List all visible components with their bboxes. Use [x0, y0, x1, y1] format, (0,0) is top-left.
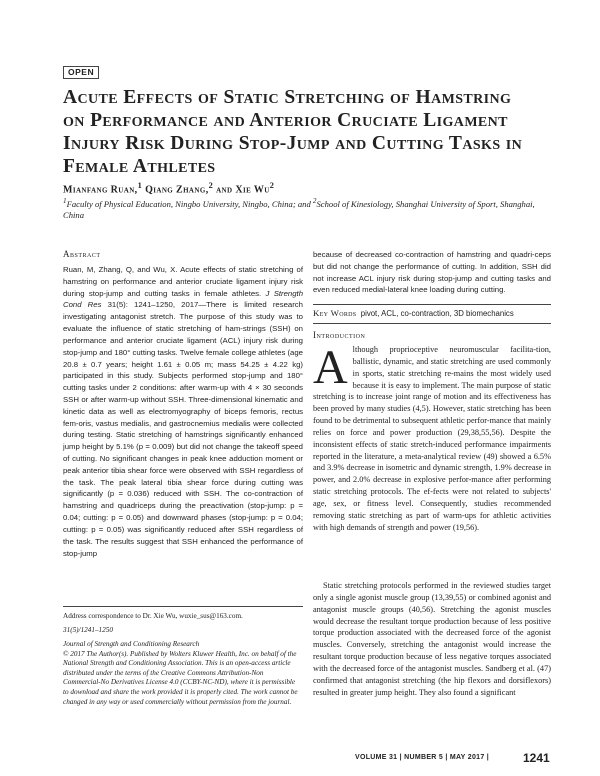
page-footer: VOLUME 31 | NUMBER 5 | MAY 2017 |	[355, 754, 490, 761]
author-name: Qiang Zhang,	[145, 184, 209, 196]
article-title: Acute Effects of Static Stretching of Hamstring on Performance and Anterior Cruciate Ligament Injury Risk During Stop-Jump and Cutting Tasks in Female Athletes	[63, 87, 523, 177]
abstract-content: 31(5): 1241–1250, 2017—There is limited research investigating antagonist stretch. The purpose of this study was to evaluate the influence of static stretching of ham-strings (SSH) on performance and anterior cruciate ligament (ACL) injury risk during stop-jump and 180° cutting tasks. Twelve female college athletes (age 20.8 ± 0.7 years; height 1.61 ± 0.05 m; mass 54.25 ± 4.22 kg) participated in this study. Subjects performed stop-jump and 180° cutting tasks under 2 conditions: after warm-up with 4 × 30 seconds SSH or after warm-up without SSH. Three-dimensional kinematic and kinetic data as well as electromyography of biceps femoris, rectus fem-oris, vastus medialis, and gastrocnemius medialis were collected during testing. Static stretching of hamstrings significantly enhanced jump height by 5.1% (p = 0.009) but did not change the takeoff speed of cutting. No significant changes in peak knee adduction moment or peak anterior tibia shear force were observed with SSH regardless of the task. The peak lateral tibia shear force during cutting was significantly (p = 0.036) reduced with SSH. The co-contraction of hamstring and quadriceps during the preactivation (stop-jump: p = 0.04; cutting: p = 0.05) and downward phases (stop-jump: p = 0.04; cutting: p = 0.05) was significantly reduced after SSH regardless of the task. The results suggest that SSH enhanced the performance of stop-jump	[63, 300, 303, 558]
affiliations	[63, 196, 548, 222]
correspondence-note: Address correspondence to Dr. Xie Wu, wuxie_sus@163.com.	[63, 612, 243, 620]
citation-info: 31(5)/1241–1250	[63, 626, 113, 634]
affiliation-marker: 2	[269, 181, 275, 190]
affiliation-marker: 1	[63, 197, 67, 205]
affiliation-text: School of Kinesiology, Shanghai University of Sport, Shanghai, China	[63, 198, 535, 221]
affiliation-marker: 2	[208, 181, 214, 190]
author-conjunction: and	[216, 184, 233, 196]
author-name: Mianfang Ruan,	[63, 184, 138, 196]
author-name: Xie Wu	[235, 184, 270, 196]
journal-reference: J Strength Cond Res	[63, 288, 303, 310]
open-access-badge: OPEN	[63, 66, 99, 79]
affiliation-text: Faculty of Physical Education, Ningbo University, Ningbo, China; and	[66, 198, 313, 209]
keywords-label: Key Words	[313, 308, 357, 318]
license-text: © 2017 The Author(s). Published by Wolters Kluwer Health, Inc. on behalf of the National Strength and Conditioning Association. This is an open-access article distributed under the terms of the Creative Commons Attribution-Non Commercial-No Derivatives License 4.0 (CCBY-NC-ND), where it is permissible to download and share the work provided it is properly cited. The work cannot be changed in any way or used commercially without permission from the journal.	[63, 649, 298, 706]
abstract-continuation: because of decreased co-contraction of hamstring and quadri-ceps but did not change the performance of cutting. In addition, SSH did not increase ACL injury risk during stop-jump and cutting tasks and even reduced medial-lateral knee loading during cutting.	[313, 250, 551, 295]
journal-name: Journal of Strength and Conditioning Research	[63, 640, 200, 648]
introduction-paragraph: Static stretching protocols performed in the reviewed studies target only a single agonist muscle group (13,39,55) or combined agonist and antagonist muscle groups (40,56). Stretching the agonist muscles would decrease the resultant torque production because of less positive torque production associated with the decreased force of the agonist muscles. Conversely, stretching the antagonist would increase the resultant torque production because of less negative torques associated with the decreased force of the antagonist muscles. Sandberg et al. (47) confirmed that antagonist stretching (the hip flexors and dorsiflexors) resulted in greater jump height. They also found a significant	[313, 581, 551, 697]
paragraph-text: lthough proprioceptive neuromuscular facilita-tion, ballistic, dynamic, and static stretching are used commonly in sports, static stretching re-mains the most widely used because it is easy to implement. The main purpose of static stretching is to increase joint range of motion and its effectiveness has been proved by many studies (4,5). However, static stretching has been found to be detrimental to subsequent athletic perfor-mance that mainly relies on force and power production (29,38,55,56). Despite the inconsistent effects of static stretch-induced performance impairments reported in the literature, a meta-analytical review (49) showed a 6.5% and 3.9% decrease in isometric and dynamic strength, 1.9% decrease in power, and 2.0% decrease in explosive perfor-mance after performing static stretching protocols. The ef-fects were not related to subjects' age, sex, or fitness level. Consequently, studies recommended removing static stretching as part of warm-ups for athletic activities with high demands of strength and power (19,56).	[313, 345, 551, 532]
abstract-text	[63, 264, 303, 559]
keywords	[313, 308, 551, 318]
abstract-citation: Ruan, M, Zhang, Q, and Wu, X. Acute effects of static stretching of hamstring on performance and anterior cruciate ligament injury risk during stop-jump and cutting tasks in female athletes.	[63, 265, 303, 298]
copyright-notice	[63, 640, 301, 707]
affiliation-marker: 2	[312, 197, 317, 205]
page-number: 1241	[523, 751, 550, 765]
drop-cap: A	[313, 341, 348, 394]
author-list	[63, 181, 274, 195]
introduction-heading: Introduction	[313, 330, 366, 340]
abstract-heading: Abstract	[63, 249, 101, 259]
introduction-paragraph	[313, 341, 551, 534]
divider	[313, 323, 551, 324]
affiliation-marker: 1	[137, 181, 143, 190]
divider	[313, 304, 551, 305]
footnote-divider	[63, 606, 303, 607]
keywords-text: pivot, ACL, co-contraction, 3D biomechanics	[360, 309, 514, 318]
